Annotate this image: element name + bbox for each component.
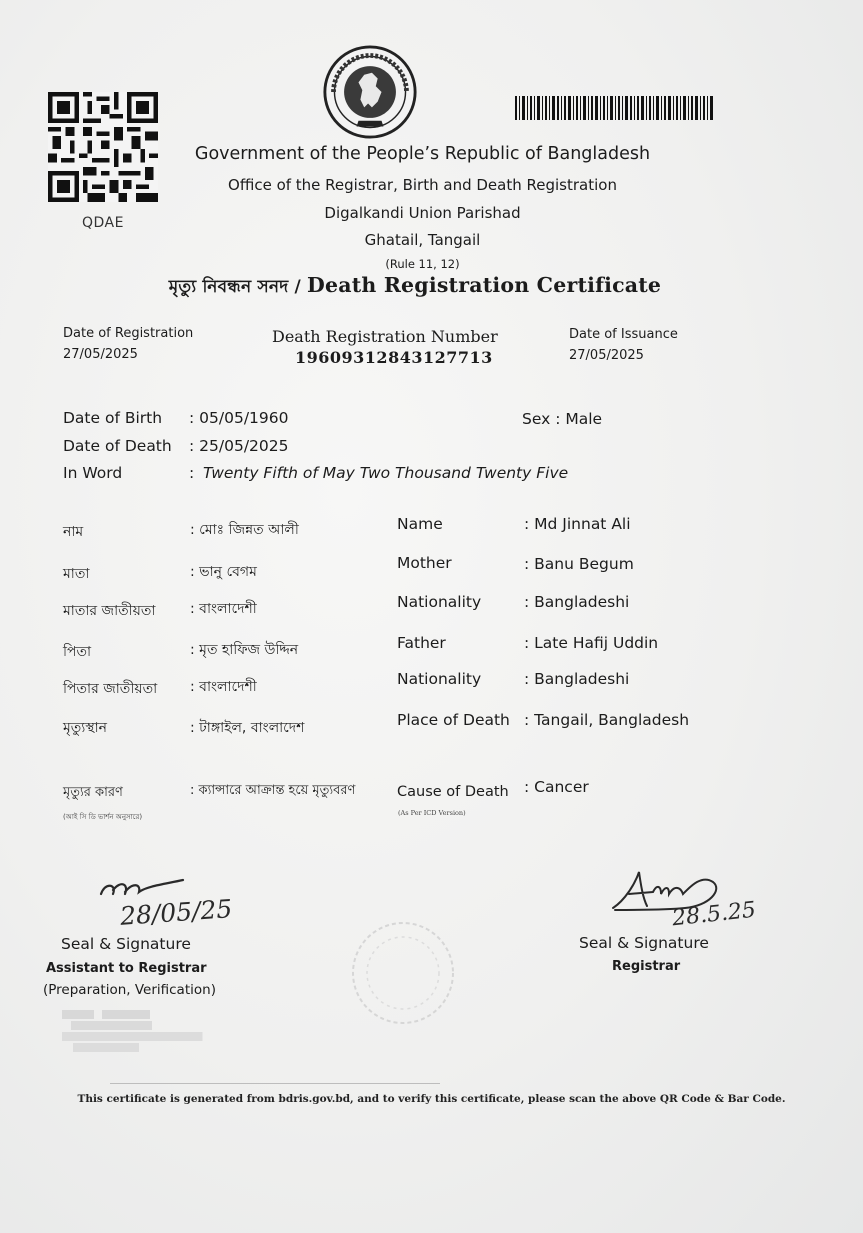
union-heading: Digalkandi Union Parishad <box>324 204 521 222</box>
inword-colon: : <box>189 464 195 482</box>
footer-note: This certificate is generated from bdris.gov.bd, and to verify this certificate, please scan the above QR Code & Bar Code. <box>77 1093 786 1105</box>
registration-number-value: 19609312843127713 <box>295 348 493 367</box>
dod-label: Date of Death <box>63 437 172 455</box>
bn-cause-value: : ক্যান্সারে আক্রান্ত হয়ে মৃত্যুবরণ <box>190 783 356 798</box>
faint-round-stamp <box>348 918 458 1028</box>
cause-note: (As Per ICD Version) <box>398 809 466 817</box>
bn-father-label: পিতা <box>63 644 92 660</box>
place-of-death-label: Place of Death <box>397 711 510 729</box>
cause-label: Cause of Death <box>397 784 509 800</box>
assistant-handwritten-date: 28/05/25 <box>119 894 234 931</box>
registrar-handwritten-date: 28.5.25 <box>670 897 758 932</box>
bn-place-of-death-label: মৃত্যুস্থান <box>63 720 108 736</box>
bn-mother-nationality-value: : বাংলাদেশী <box>190 601 257 617</box>
assistant-subtitle: (Preparation, Verification) <box>43 982 216 998</box>
bn-name-value: : মোঃ জিন্নত আলী <box>190 522 299 538</box>
bn-place-of-death-value: : টাঙ্গাইল, বাংলাদেশ <box>190 720 305 736</box>
bn-mother-value: : ভানু বেগম <box>190 564 257 580</box>
registrar-title: Registrar <box>612 959 681 974</box>
registration-number-label: Death Registration Number <box>272 327 498 346</box>
bn-mother-nationality-label: মাতার জাতীয়তা <box>63 603 156 619</box>
bn-father-nationality-value: : বাংলাদেশী <box>190 679 257 695</box>
office-heading: Office of the Registrar, Birth and Death Registration <box>228 176 617 194</box>
date-of-issuance-label: Date of Issuance <box>569 327 678 342</box>
name-value: : Md Jinnat Ali <box>524 515 631 533</box>
government-heading: Government of the People’s Republic of Bangladesh <box>194 144 651 164</box>
faint-stamp-text <box>62 1010 232 1052</box>
dob-label: Date of Birth <box>63 409 163 427</box>
mother-label: Mother <box>397 554 452 572</box>
certificate-title <box>0 273 830 302</box>
bn-cause-label: মৃত্যুর কারণ <box>63 785 123 800</box>
bn-name-label: নাম <box>63 524 84 540</box>
dod-value: : 25/05/2025 <box>189 437 289 455</box>
certificate-title-bn: মৃত্যু নিবন্ধন সনদ / <box>168 277 307 297</box>
bn-father-nationality-label: পিতার জাতীয়তা <box>63 681 158 697</box>
father-nationality-value: : Bangladeshi <box>524 670 630 688</box>
mother-value: : Banu Begum <box>524 555 634 573</box>
dob-value: : 05/05/1960 <box>189 409 289 427</box>
cause-value: : Cancer <box>524 778 589 796</box>
place-of-death-value: : Tangail, Bangladesh <box>524 711 690 729</box>
qr-code-label: QDAE <box>82 215 124 231</box>
mother-nationality-label: Nationality <box>397 593 482 611</box>
bn-father-value: : মৃত হাফিজ উদ্দিন <box>190 642 299 658</box>
rule-text: (Rule 11, 12) <box>385 257 460 271</box>
registrar-seal-label: Seal & Signature <box>579 934 709 952</box>
name-label: Name <box>397 515 443 533</box>
date-of-issuance-value: 27/05/2025 <box>569 348 644 363</box>
assistant-title: Assistant to Registrar <box>46 961 207 976</box>
government-seal-logo <box>322 44 418 140</box>
footer-divider <box>110 1083 440 1084</box>
inword-label: In Word <box>63 464 123 482</box>
inword-value: Twenty Fifth of May Two Thousand Twenty Five <box>203 464 569 482</box>
father-label: Father <box>397 634 446 652</box>
barcode[interactable] <box>515 96 715 120</box>
date-of-registration-value: 27/05/2025 <box>63 347 138 362</box>
location-heading: Ghatail, Tangail <box>364 231 481 249</box>
certificate-title-en: Death Registration Certificate <box>307 273 662 297</box>
bn-cause-note: (আই সি ডি ভার্শন অনুসারে) <box>63 813 143 821</box>
date-of-registration-label: Date of Registration <box>63 326 194 341</box>
bn-mother-label: মাতা <box>63 566 90 582</box>
mother-nationality-value: : Bangladeshi <box>524 593 630 611</box>
sex-value: Sex : Male <box>522 410 603 428</box>
father-value: : Late Hafij Uddin <box>524 634 659 652</box>
father-nationality-label: Nationality <box>397 670 482 688</box>
assistant-seal-label: Seal & Signature <box>61 935 191 953</box>
